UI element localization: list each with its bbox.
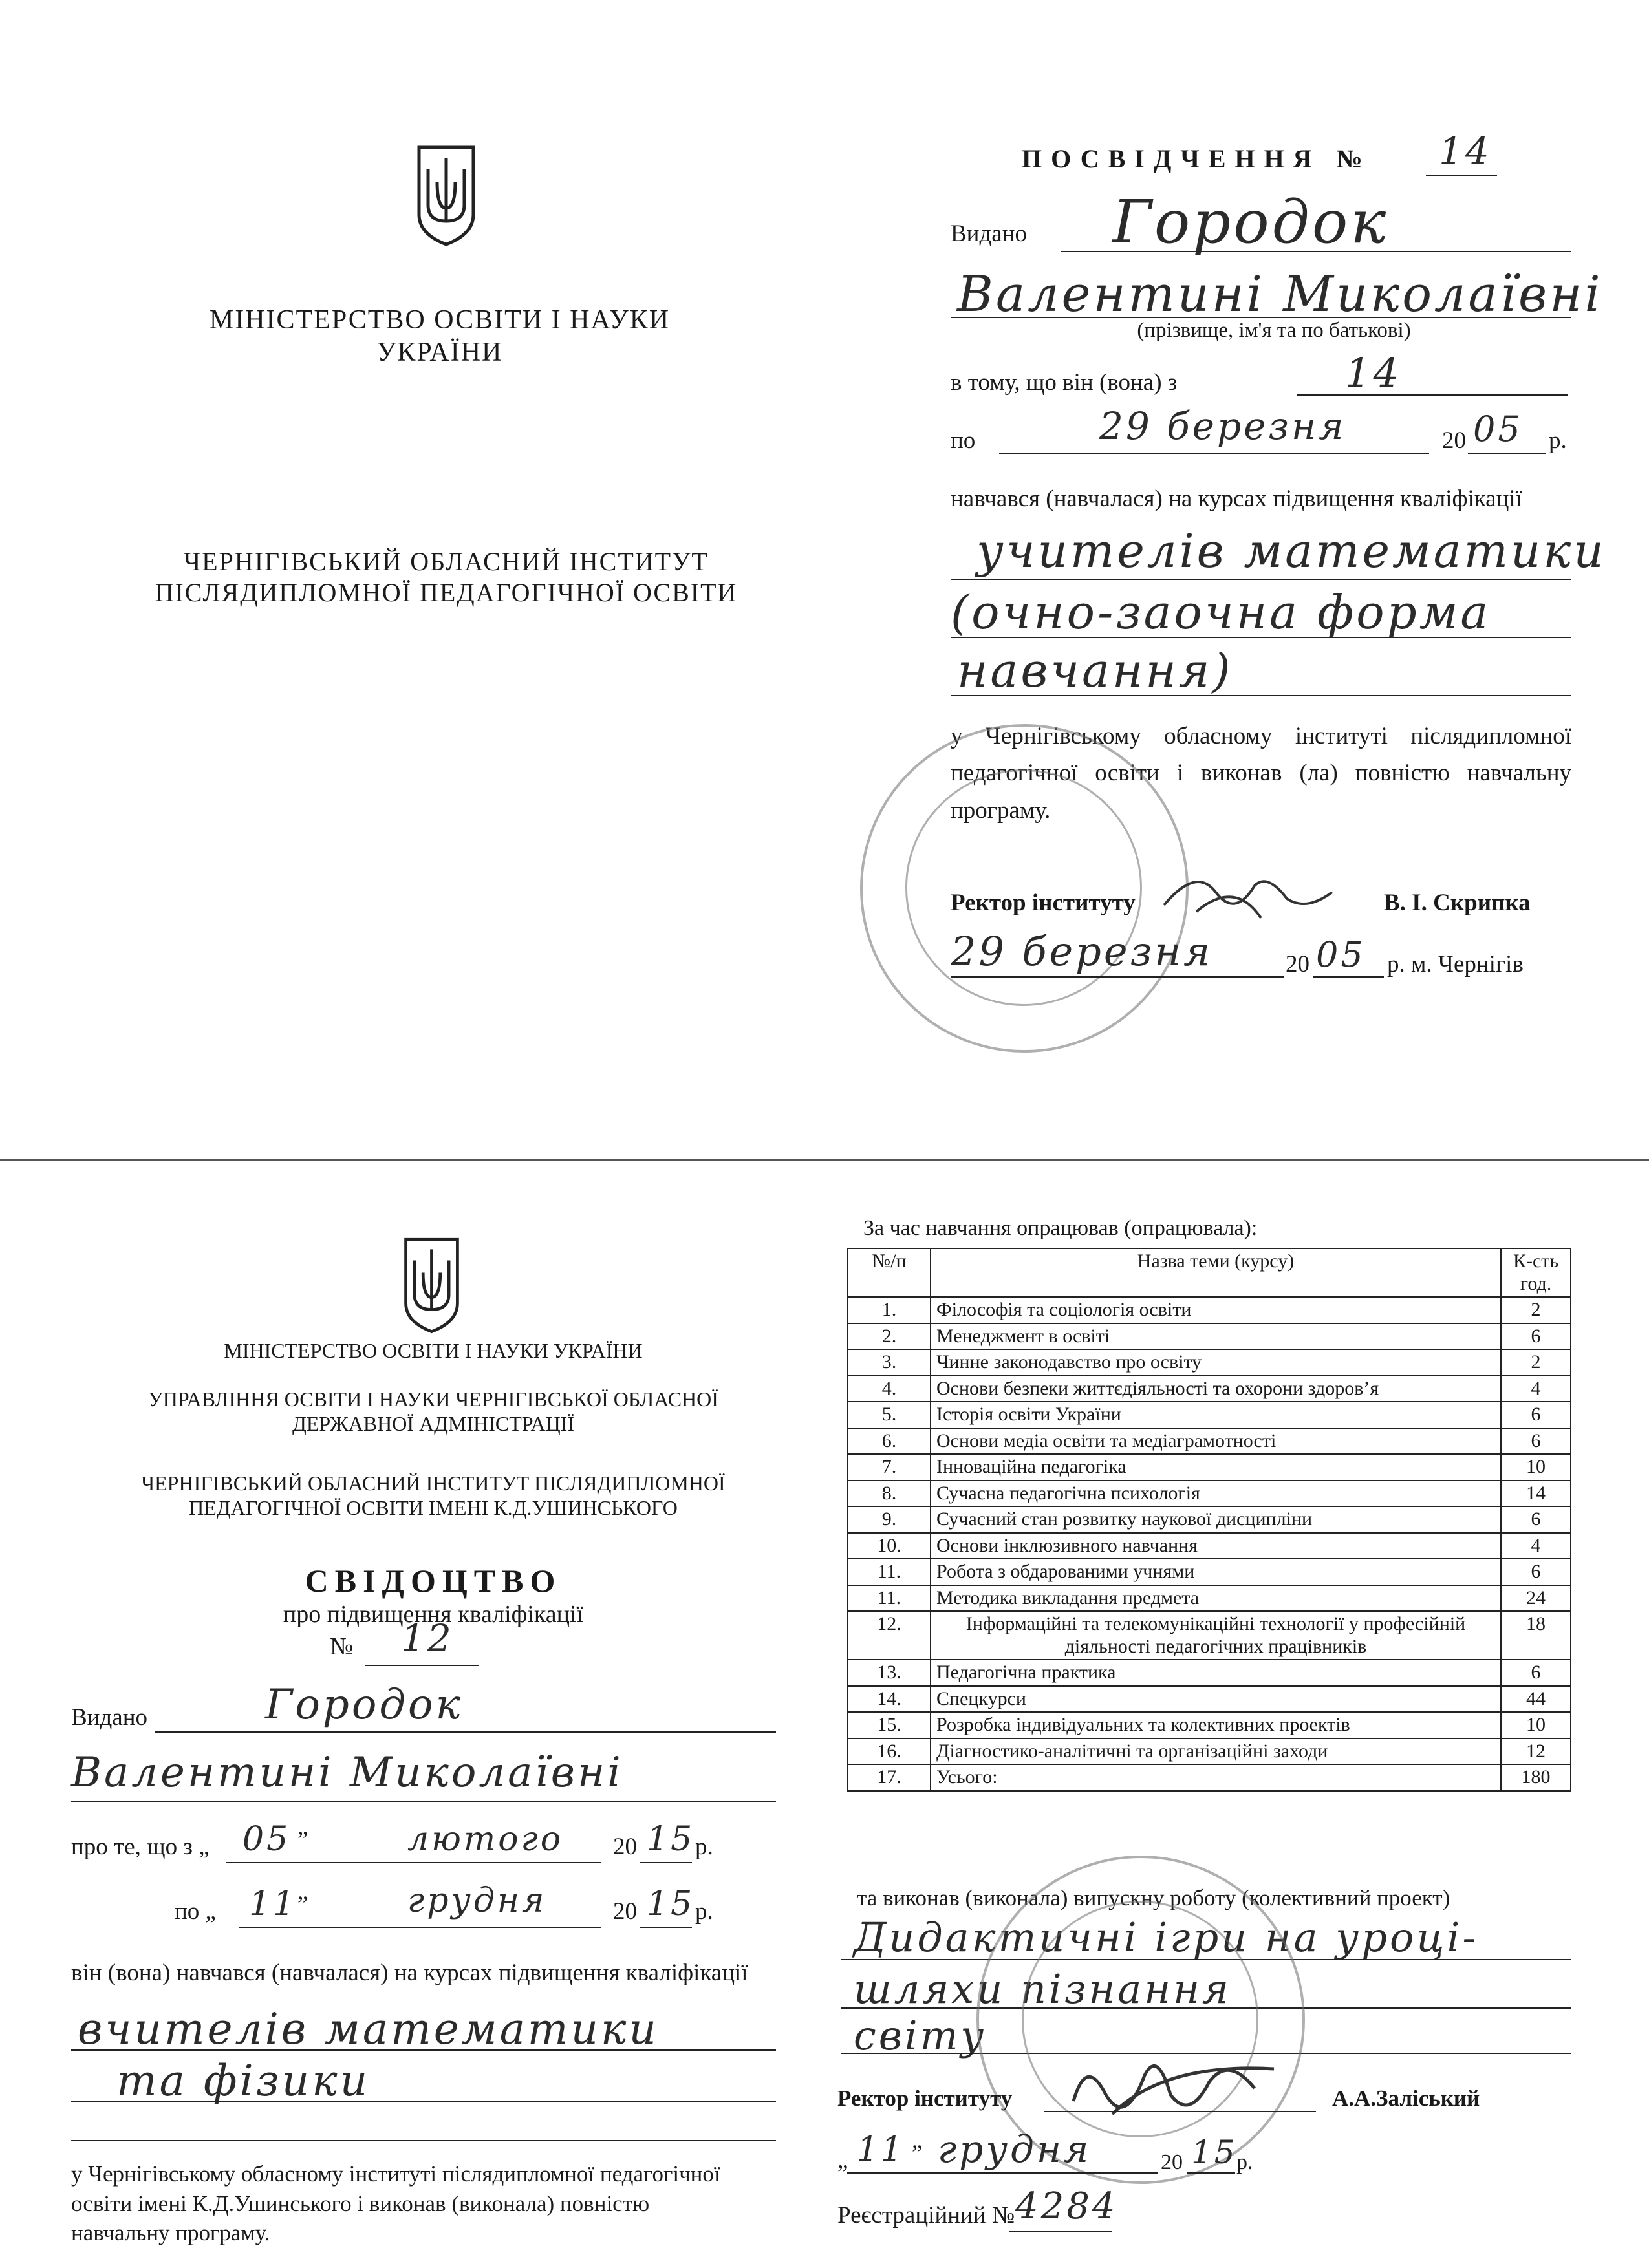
header-name: Назва теми (курсу) xyxy=(931,1248,1501,1297)
upper-sign-place: р. м. Чернігів xyxy=(1387,951,1524,978)
upper-rector-name: В. І. Скрипка xyxy=(1384,890,1531,916)
upper-year-prefix: 20 xyxy=(1442,427,1466,454)
table-row: 10. Основи інклюзивного навчання 4 xyxy=(848,1533,1571,1559)
upper-from-label: в тому, що він (вона) з xyxy=(951,369,1178,396)
fold-line xyxy=(0,1159,1649,1161)
upper-issued-surname: Городок xyxy=(1112,187,1389,257)
topics-table xyxy=(847,1248,1571,1792)
lower-from-label: про те, що з „ xyxy=(71,1834,210,1860)
table-header-row xyxy=(848,1248,1571,1297)
table-row: 14. Спецкурси 44 xyxy=(848,1686,1571,1713)
upper-ministry: МІНІСТЕРСТВО ОСВІТИ І НАУКИ УКРАЇНИ xyxy=(209,305,671,368)
lower-from-year: 15 xyxy=(647,1820,695,1859)
project-text: та виконав (виконала) випускну роботу (колективний проект) xyxy=(857,1885,1450,1910)
lower-to-year: 15 xyxy=(647,1885,695,1923)
lower-from-month: лютого xyxy=(407,1820,564,1859)
lower-completion-text: у Чернігівському обласному інституті післядипломної педагогічної освіти імені К.Д.Ушинського і виконав (виконала) повністю навчальну програму. xyxy=(71,2161,720,2245)
lower-year-prefix: 20 xyxy=(613,1834,637,1860)
lower-course-text: він (вона) навчався (навчалася) на курсах підвищення кваліфікації xyxy=(71,1960,748,1986)
upper-signature xyxy=(1158,853,1339,931)
upper-completion-text: у Чернігівському обласному інституті післядипломної педагогічної освіти і виконав (ла) повністю навчальну програму. xyxy=(951,723,1571,824)
lower-signature xyxy=(1061,2037,1293,2134)
lower-sign-year-suffix: р. xyxy=(1236,2150,1253,2174)
header-hours: К-сть год. xyxy=(1501,1248,1571,1297)
table-row: 9. Сучасний стан розвитку наукової дисципліни 6 xyxy=(848,1506,1571,1533)
table-row: 7. Інноваційна педагогіка 10 xyxy=(848,1454,1571,1481)
trident-emblem-icon xyxy=(414,144,479,247)
lower-to-quote: ” xyxy=(297,1892,308,1918)
table-row: 15. Розробка індивідуальних та колективних проектів 10 xyxy=(848,1712,1571,1738)
lower-institute-line1: ЧЕРНІГІВСЬКИЙ ОБЛАСНИЙ ІНСТИТУТ ПІСЛЯДИПЛОМНОЇ xyxy=(141,1471,726,1495)
upper-issued-label: Видано xyxy=(951,220,1028,247)
table-row: 11. Робота з обдарованими учнями 6 xyxy=(848,1559,1571,1585)
reg-label: Реєстраційний № xyxy=(837,2202,1015,2229)
lower-rector-label: Ректор інституту xyxy=(837,2086,1013,2111)
upper-doc-title-text: ПОСВІДЧЕННЯ № xyxy=(1022,144,1372,173)
lower-institute-line2: ПЕДАГОГІЧНОЇ ОСВІТИ ІМЕНІ К.Д.УШИНСЬКОГО xyxy=(189,1496,678,1519)
table-row: 4. Основи безпеки життєдіяльності та охорони здоров’я 4 xyxy=(848,1376,1571,1402)
lower-doc-title: СВІДОЦТВО xyxy=(305,1563,562,1599)
lower-course-line2: та фізики xyxy=(116,2056,371,2106)
upper-doc-number: 14 xyxy=(1439,129,1492,173)
project-line2: шляхи пізнання xyxy=(854,1965,1231,2013)
lower-from-day: 05 xyxy=(242,1820,291,1859)
table-row: 6. Основи медіа освіти та медіаграмотності 6 xyxy=(848,1428,1571,1455)
upper-institute: ЧЕРНІГІВСЬКИЙ ОБЛАСНИЙ ІНСТИТУТ ПІСЛЯДИПЛОМНОЇ ПЕДАГОГІЧНОЇ ОСВІТИ xyxy=(155,547,738,607)
table-row: 11. Методика викладання предмета 24 xyxy=(848,1585,1571,1612)
table-row: 1. Філософія та соціологія освіти 2 xyxy=(848,1297,1571,1323)
upper-to-label: по xyxy=(951,427,976,454)
lower-from-quote: ” xyxy=(297,1827,308,1854)
project-line3: світу xyxy=(854,2012,987,2059)
lower-department-line2: ДЕРЖАВНОЇ АДМІНІСТРАЦІЇ xyxy=(292,1412,574,1435)
upper-to-value: 29 березня xyxy=(1099,404,1346,448)
table-row: 5. Історія освіти України 6 xyxy=(848,1402,1571,1428)
upper-sign-year: 05 xyxy=(1316,934,1366,975)
lower-doc-subtitle: про підвищення кваліфікації xyxy=(283,1601,584,1628)
upper-sign-year-prefix: 20 xyxy=(1286,951,1310,978)
table-row: 13. Педагогічна практика 6 xyxy=(848,1660,1571,1686)
lower-to-label: по „ xyxy=(175,1898,216,1925)
table-row: 8. Сучасна педагогічна психологія 14 xyxy=(848,1481,1571,1507)
upper-course-line3: навчання) xyxy=(957,643,1233,698)
lower-number-label: № xyxy=(330,1633,354,1660)
lower-to-year-prefix: 20 xyxy=(613,1898,637,1925)
lower-sign-year: 15 xyxy=(1191,2134,1238,2171)
upper-rector-label: Ректор інституту xyxy=(951,890,1136,916)
lower-ministry: МІНІСТЕРСТВО ОСВІТИ І НАУКИ УКРАЇНИ xyxy=(224,1339,643,1362)
table-row: 3. Чинне законодавство про освіту 2 xyxy=(848,1349,1571,1376)
upper-course-line2: (очно-заочна форма xyxy=(951,585,1491,639)
upper-from-value: 14 xyxy=(1345,349,1401,396)
lower-to-day: 11 xyxy=(249,1885,297,1923)
lower-number-value: 12 xyxy=(401,1616,454,1660)
upper-year-suffix: р. xyxy=(1549,427,1567,454)
table-row: 2. Менеджмент в освіті 6 xyxy=(848,1323,1571,1350)
lower-sign-day: 11 xyxy=(857,2130,905,2169)
trident-emblem-icon xyxy=(401,1235,462,1335)
upper-sign-date: 29 березня xyxy=(951,928,1213,975)
lower-sign-month: грудня xyxy=(938,2127,1092,2171)
lower-sign-year-prefix: 20 xyxy=(1161,2150,1183,2174)
lower-sign-open-quote: „ xyxy=(837,2147,848,2174)
lower-issued-surname: Городок xyxy=(265,1681,463,1729)
table-row: 16. Діагностико-аналітичні та організаційні заходи 12 xyxy=(848,1738,1571,1765)
header-num: №/п xyxy=(848,1248,931,1297)
upper-name-caption: (прізвище, ім'я та по батькові) xyxy=(1137,319,1411,342)
reg-value: 4284 xyxy=(1015,2185,1118,2227)
lower-rector-name: А.А.Заліський xyxy=(1332,2086,1480,2111)
lower-course-line1: вчителів математики xyxy=(78,2004,659,2054)
table-row: 17. Усього: 180 xyxy=(848,1764,1571,1791)
upper-issued-name: Валентині Миколаївні xyxy=(957,265,1603,323)
lower-department-line1: УПРАВЛІННЯ ОСВІТИ І НАУКИ ЧЕРНІГІВСЬКОЇ ОБЛАСНОЇ xyxy=(148,1387,718,1411)
upper-course-text: навчався (навчалася) на курсах підвищення кваліфікації xyxy=(951,486,1522,512)
upper-course-line1: учителів математики xyxy=(976,524,1606,578)
lower-to-year-suffix: р. xyxy=(695,1898,713,1925)
lower-year-suffix: р. xyxy=(695,1834,713,1860)
table-row: 12. Інформаційні та телекомунікаційні технології у професійній діяльності педагогічних працівників 18 xyxy=(848,1611,1571,1660)
upper-doc-title xyxy=(1022,144,1372,175)
lower-issued-name: Валентині Миколаївні xyxy=(71,1749,623,1797)
lower-to-month: грудня xyxy=(407,1881,547,1920)
upper-year-value: 05 xyxy=(1473,409,1523,449)
table-intro: За час навчання опрацював (опрацювала): xyxy=(863,1216,1258,1240)
lower-sign-close-quote: ” xyxy=(912,2141,923,2167)
project-line1: Дидактичні ігри на уроці- xyxy=(854,1914,1479,1961)
lower-issued-label: Видано xyxy=(71,1704,148,1731)
